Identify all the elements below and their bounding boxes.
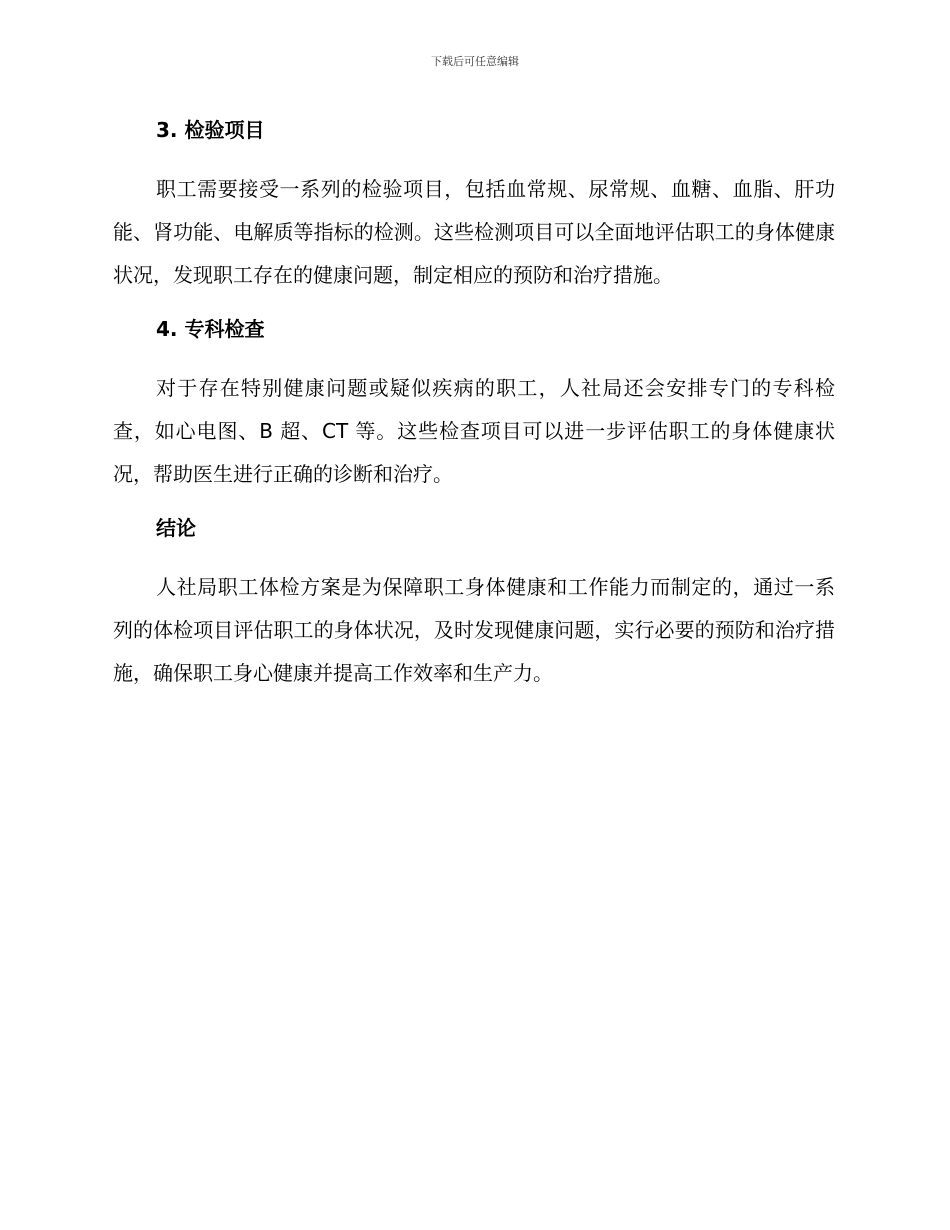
section-heading-conclusion: 结论 bbox=[156, 516, 196, 540]
page-header: 下载后可任意编辑 bbox=[431, 55, 519, 68]
document-body bbox=[113, 112, 835, 695]
section-paragraph-inspection-items: 职工需要接受一系列的检验项目，包括血常规、尿常规、血糖、血脂、肝功能、肾功能、电解质等指标的检测。这些检测项目可以全面地评估职工的身体健康状况，发现职工存在的健康问题，制定相应的预防和治疗措施。 bbox=[113, 177, 835, 287]
section-heading-inspection-items: 3. 检验项目 bbox=[156, 118, 265, 142]
section-heading-specialist-exam: 4. 专科检查 bbox=[156, 317, 265, 341]
section-paragraph-specialist-exam: 对于存在特别健康问题或疑似疾病的职工，人社局还会安排专门的专科检查，如心电图、B 超、CT 等。这些检查项目可以进一步评估职工的身体健康状况，帮助医生进行正确的诊断和治疗。 bbox=[113, 376, 835, 486]
section-paragraph-conclusion: 人社局职工体检方案是为保障职工身体健康和工作能力而制定的，通过一系列的体检项目评估职工的身体状况，及时发现健康问题，实行必要的预防和治疗措施，确保职工身心健康并提高工作效率和生产力。 bbox=[113, 575, 835, 685]
